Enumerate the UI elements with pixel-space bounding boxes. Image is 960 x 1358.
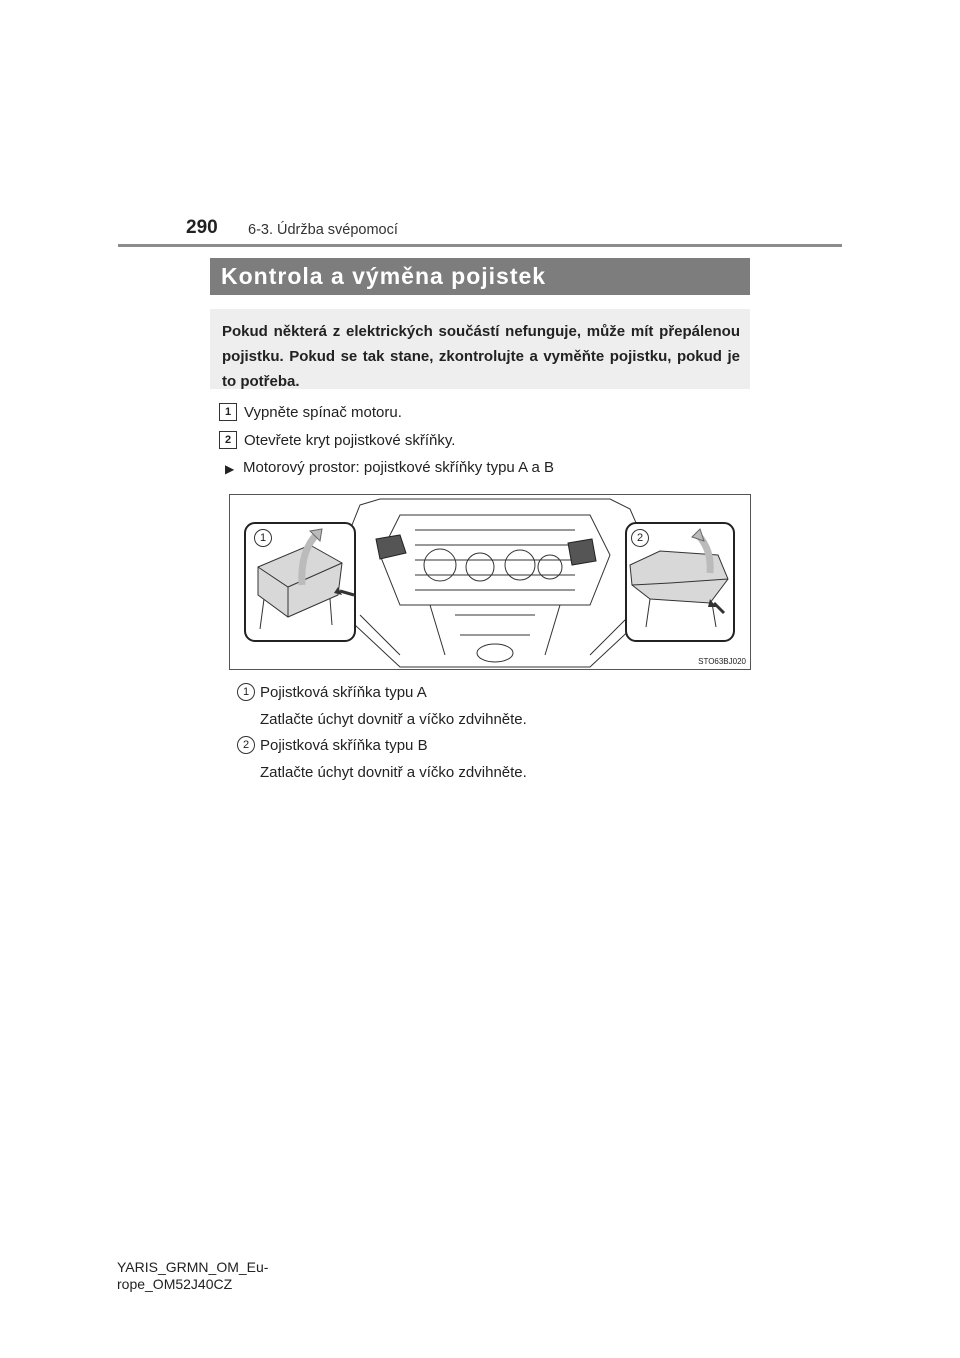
section-title: 6-3. Údržba svépomocí	[248, 222, 398, 238]
page-number: 290	[186, 217, 218, 238]
footer-line-2: rope_OM52J40CZ	[117, 1276, 233, 1292]
footer-line-1: YARIS_GRMN_OM_Eu-	[117, 1259, 269, 1275]
step-text-1: Vypněte spínač motoru.	[244, 404, 402, 421]
figure-callout-1: 1	[254, 529, 272, 547]
engine-fuse-box-figure	[229, 494, 751, 670]
step-number-1: 1	[219, 403, 237, 421]
callout-1: 1	[237, 683, 255, 701]
callout-2: 2	[237, 736, 255, 754]
step-number-2: 2	[219, 431, 237, 449]
title-bar	[210, 258, 750, 295]
description-title-2: Pojistková skříňka typu B	[260, 737, 428, 754]
page-title: Kontrola a výměna pojistek	[221, 263, 547, 289]
header-divider	[118, 244, 842, 247]
triangle-bullet-icon: ▶	[225, 462, 235, 476]
description-text-1: Zatlačte úchyt dovnitř a víčko zdvihněte.	[260, 711, 527, 728]
step-text-2: Otevřete kryt pojistkové skříňky.	[244, 432, 456, 449]
intro-box	[210, 309, 750, 389]
engine-bay-illustration	[230, 495, 750, 669]
intro-text: Pokud některá z elektrických součástí nefunguje, může mít přepálenou pojistku. Pokud se tak stane, zkontrolujte a vyměňte pojistku, pokud je to potřeba.	[222, 323, 740, 390]
footer	[117, 1259, 268, 1293]
figure-code: STO63BJ020	[698, 657, 746, 666]
description-title-1: Pojistková skříňka typu A	[260, 684, 427, 701]
figure-callout-2: 2	[631, 529, 649, 547]
bullet-text: Motorový prostor: pojistkové skříňky typu A a B	[243, 459, 554, 476]
description-text-2: Zatlačte úchyt dovnitř a víčko zdvihněte.	[260, 764, 527, 781]
fuse-box-b-location	[568, 539, 596, 565]
fuse-box-a-location	[376, 535, 406, 559]
